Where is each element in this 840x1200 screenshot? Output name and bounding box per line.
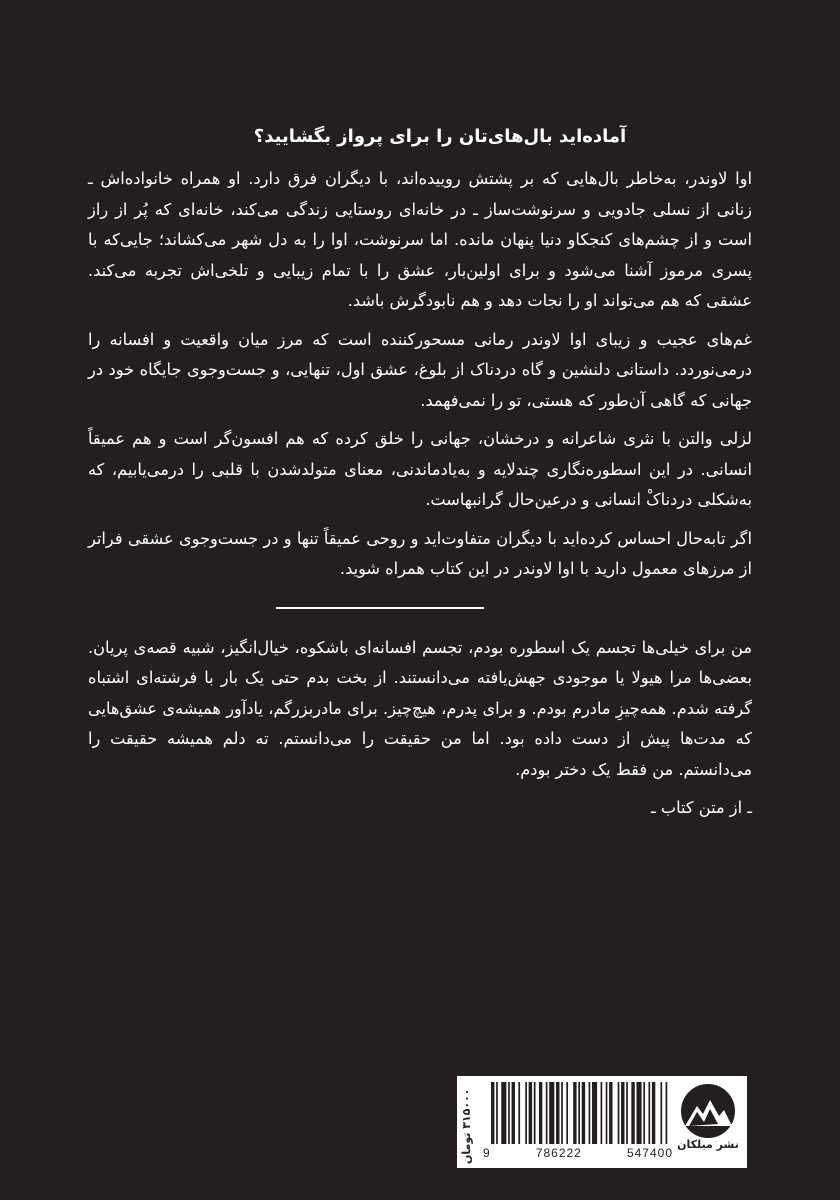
barcode	[483, 1080, 673, 1164]
isbn-lead: 9	[483, 1146, 491, 1160]
info-block	[457, 1076, 747, 1168]
excerpt: من برای خیلی‌ها تجسم یک اسطوره بودم، تجسم افسانه‌ای باشکوه، خیال‌انگیز، شبیه قصه‌ی پریان. بعضی‌ها مرا هیولا یا موجودی جهش‌یافته می‌دانستند. از بخت بدم حتی یک بار با فرشته‌ای اشتباه گرفته شدم. همه‌چیزِ مادرم بودم. و برای پدرم، هیچ‌چیز. برای مادربزرگم، یادآور همیشه‌ی عشق‌هایی که مدت‌ها پیش از دست داده بود. اما من حقیقت را می‌دانستم. ته دلم همیشه حقیقت را می‌دانستم. من فقط یک دختر بودم.	[88, 637, 752, 779]
headline: آماده‌اید بال‌های‌تان را برای پرواز بگشایید؟	[253, 126, 627, 147]
price: ۳۱۵۰۰۰ تومان	[460, 1088, 473, 1164]
back-cover-text	[88, 122, 752, 824]
paragraph-3: لزلی والتن با نثری شاعرانه و درخشان، جهانی را خلق کرده که هم افسون‌گر است و هم عمیقاً انسانی. در این اسطوره‌نگاری چندلایه و به‌یادماندنی، معنای متولدشدن با قلبی را درمی‌یابیم، که به‌شکلی دردناکْ انسانی و درعین‌حال گرانبهاست.	[88, 429, 752, 509]
isbn-left-group: 786222	[535, 1146, 582, 1160]
paragraph-4: اگر تابه‌حال احساس کرده‌اید با دیگران متفاوت‌اید و روحی عمیقاً تنها و در جست‌وجوی عشقی فراتر از مرزهای معمول دارید با اوا لاوندر در این کتاب همراه شوید.	[88, 528, 752, 578]
isbn-number	[483, 1146, 673, 1160]
publisher-name: نشر میلکان	[677, 1138, 739, 1151]
divider	[276, 607, 484, 609]
paragraph-1: اوا لاوندر، به‌خاطر بال‌هایی که بر پشتش روییده‌اند، با دیگران فرق دارد. او همراه خانواده‌اش ـ زنانی از نسلی جادویی و سرنوشت‌ساز ـ در خانه‌ای روستایی زندگی می‌کند، خانه‌ای که پُر از راز است و از چشم‌های کنجکاو دنیا پنهان مانده. اما سرنوشت، اوا را به دل شهر می‌کشاند؛ جایی‌که با پسری مرموز آشنا می‌شود و برای اولین‌بار، عشق را با تمام زیبایی و تلخی‌اش تجربه می‌کند. عشقی که هم می‌تواند او را نجات دهد و هم نابودگرش باشد.	[88, 169, 752, 310]
paragraph-2: غم‌های عجیب و زیبای اوا لاوندر رمانی مسحورکننده است که مرز میان واقعیت و افسانه را درمی‌نوردد. داستانی دلنشین و گاه دردناک از بلوغ، عشق اول، تنهایی، و جست‌وجوی جایگاه خود در جهانی که گاهی آن‌طور که هستی، تو را نمی‌فهمد.	[88, 329, 752, 410]
isbn-right-group: 547400	[626, 1146, 673, 1160]
excerpt-source: ـ از متن کتاب ـ	[650, 798, 752, 817]
barcode-icon	[491, 1082, 669, 1144]
